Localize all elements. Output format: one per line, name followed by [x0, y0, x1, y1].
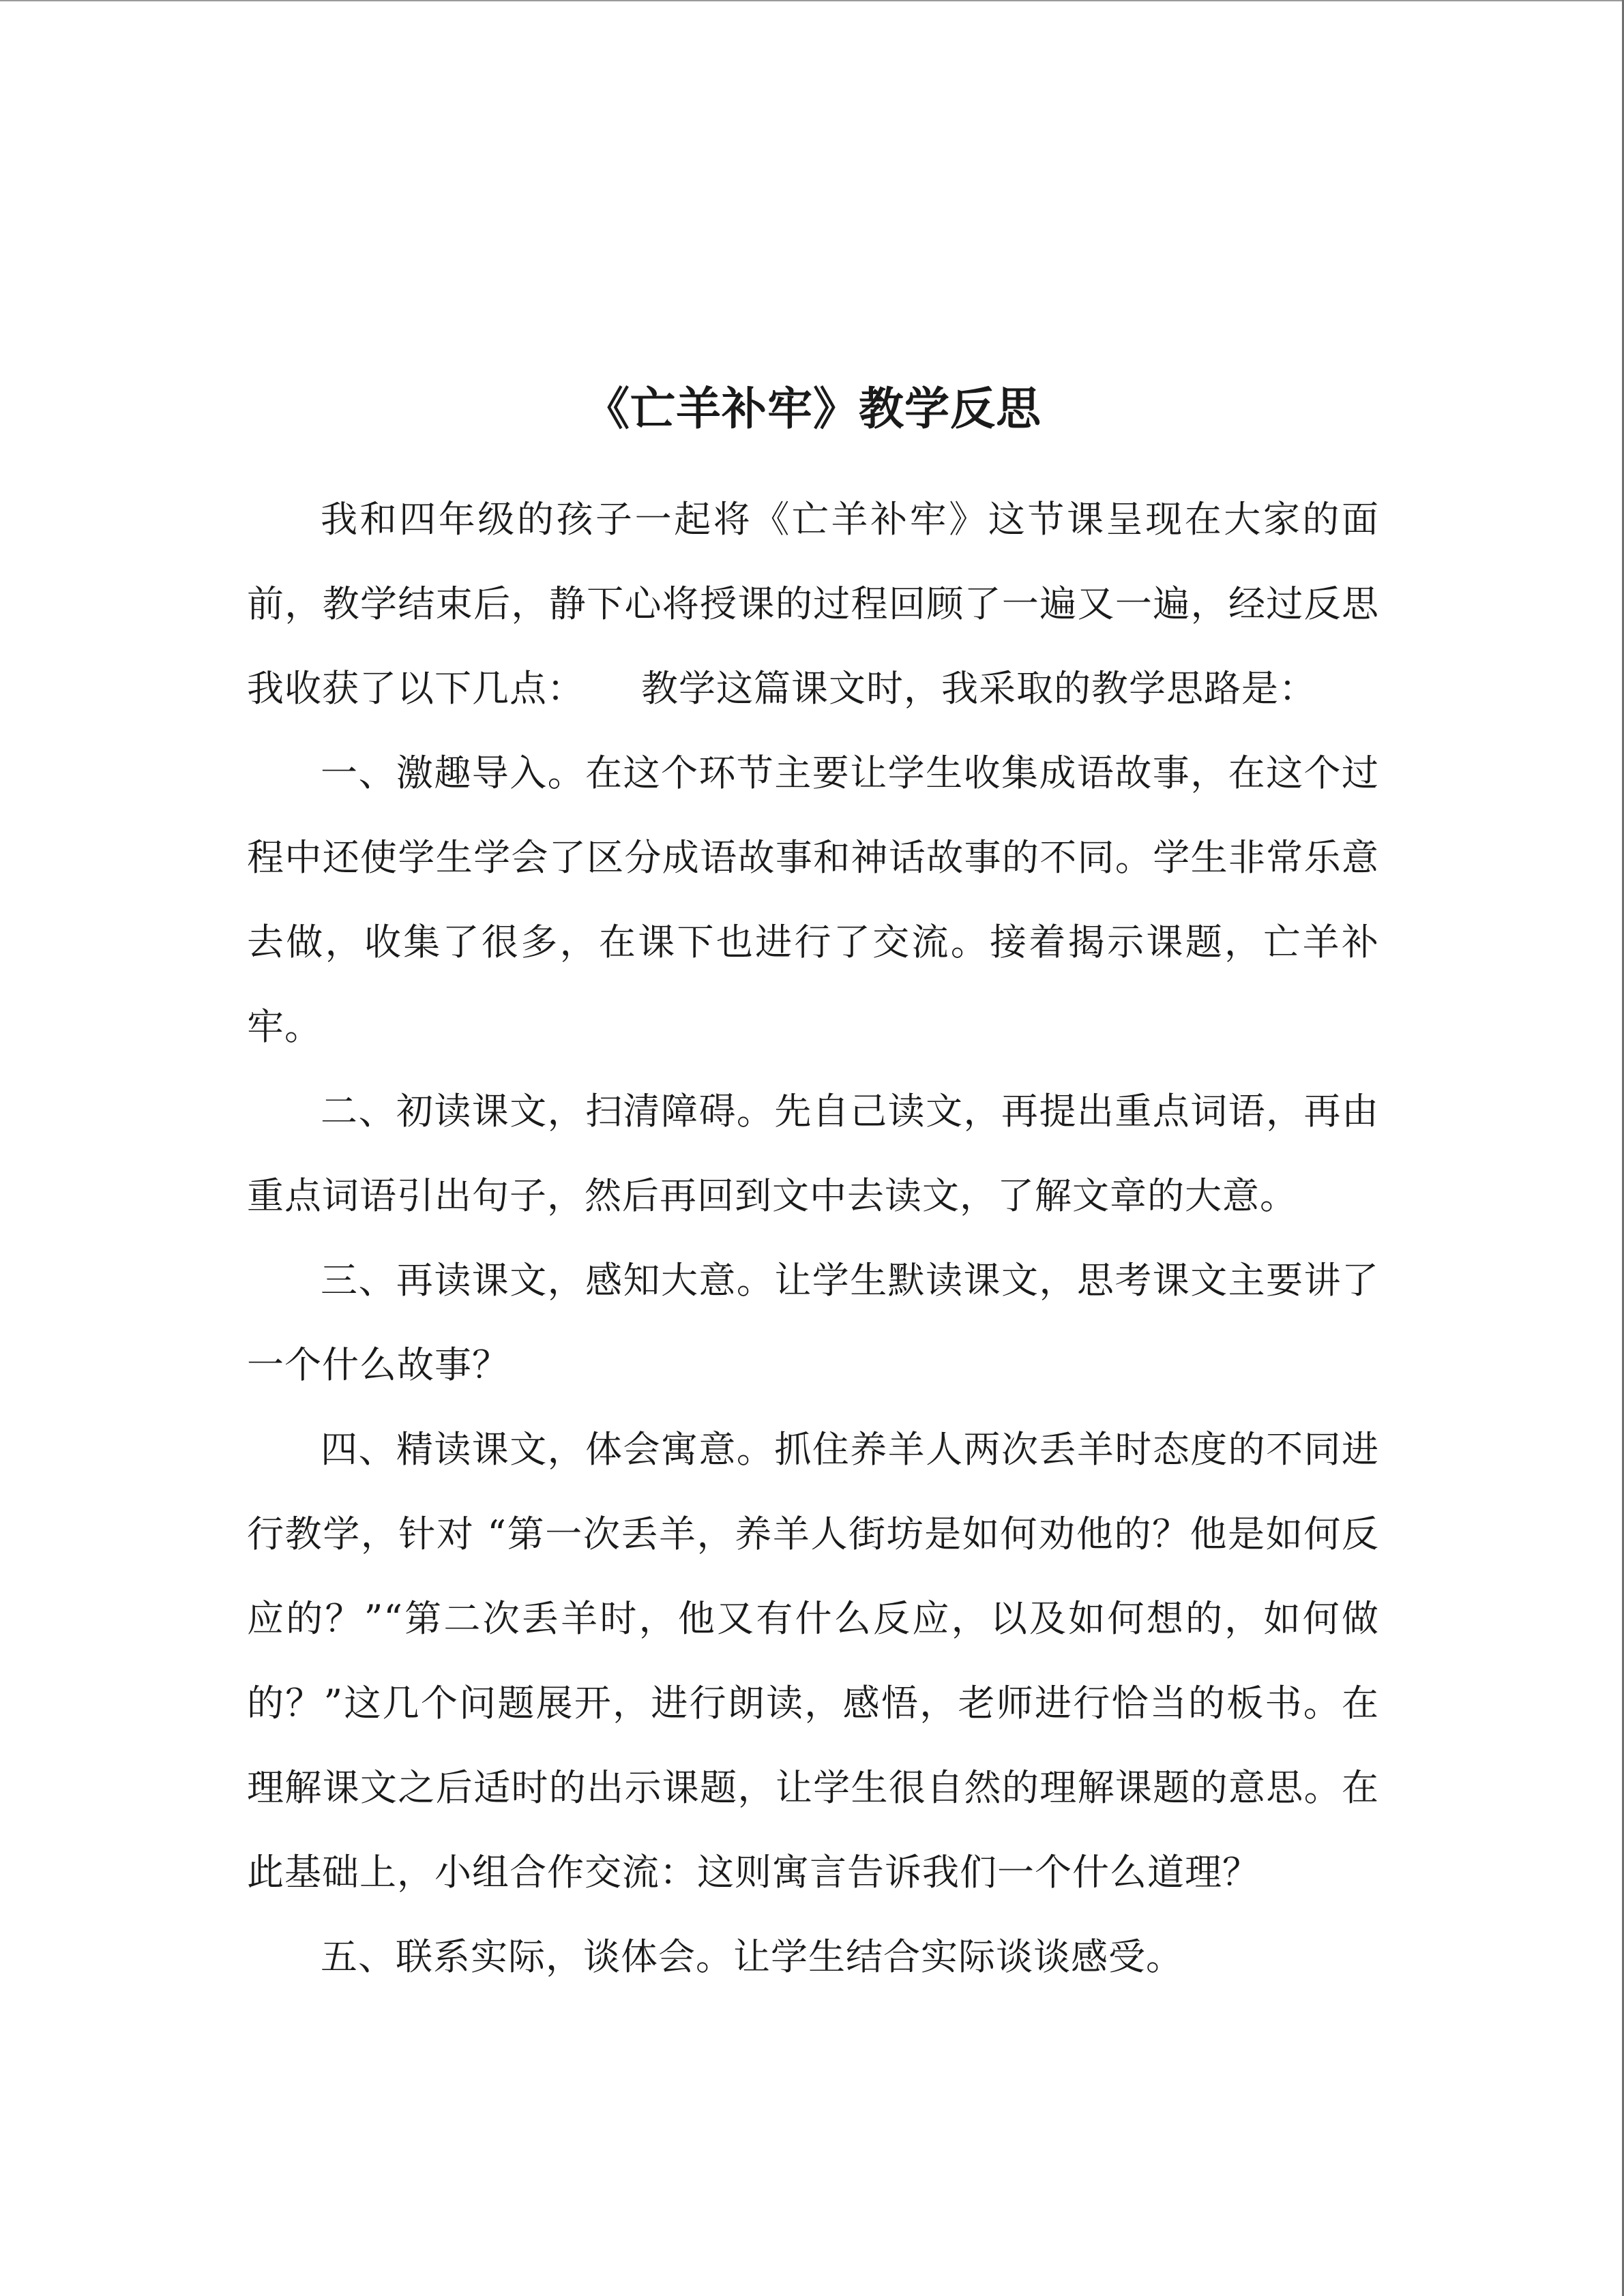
document-body: [247, 368, 1379, 1999]
paragraph-step-3: 三、再读课文，感知大意。让学生默读课文，思考课文主要讲了一个什么故事？: [247, 1259, 1379, 1386]
document-title: 《亡羊补牢》教学反思: [585, 383, 1042, 435]
paragraph-step-4: 四、精读课文，体会寓意。抓住养羊人两次丢羊时态度的不同进行教学，针对 “第一次丢羊，养羊人街坊是如何劝他的？他是如何反应的？”“第二次丢羊时，他又有什么反应，以及如何想的，如何做的？”这几个问题展开，进行朗读，感悟，老师进行恰当的板书。在理解课文之后适时的出示课题，让学生很自然的理解课题的意思。在此基础上，小组合作交流：这则寓言告诉我们一个什么道理？: [247, 1428, 1379, 1894]
paragraph-intro: 我和四年级的孩子一起将《亡羊补牢》这节课呈现在大家的面前，教学结束后，静下心将授课的过程回顾了一遍又一遍，经过反思我收获了以下几点： 教学这篇课文时，我采取的教学思路是：: [247, 498, 1379, 710]
page-top-edge: [0, 0, 1624, 1]
paragraph-step-2: 二、初读课文，扫清障碍。先自己读文，再提出重点词语，再由重点词语引出句子，然后再回到文中去读文，了解文章的大意。: [247, 1090, 1379, 1217]
paragraph-step-5: 五、联系实际，谈体会。让学生结合实际谈谈感受。: [321, 1935, 1183, 1978]
paragraph-step-1: 一、激趣导入。在这个环节主要让学生收集成语故事，在这个过程中还使学生学会了区分成语故事和神话故事的不同。学生非常乐意去做，收集了很多，在课下也进行了交流。接着揭示课题，亡羊补牢。: [247, 751, 1379, 1048]
